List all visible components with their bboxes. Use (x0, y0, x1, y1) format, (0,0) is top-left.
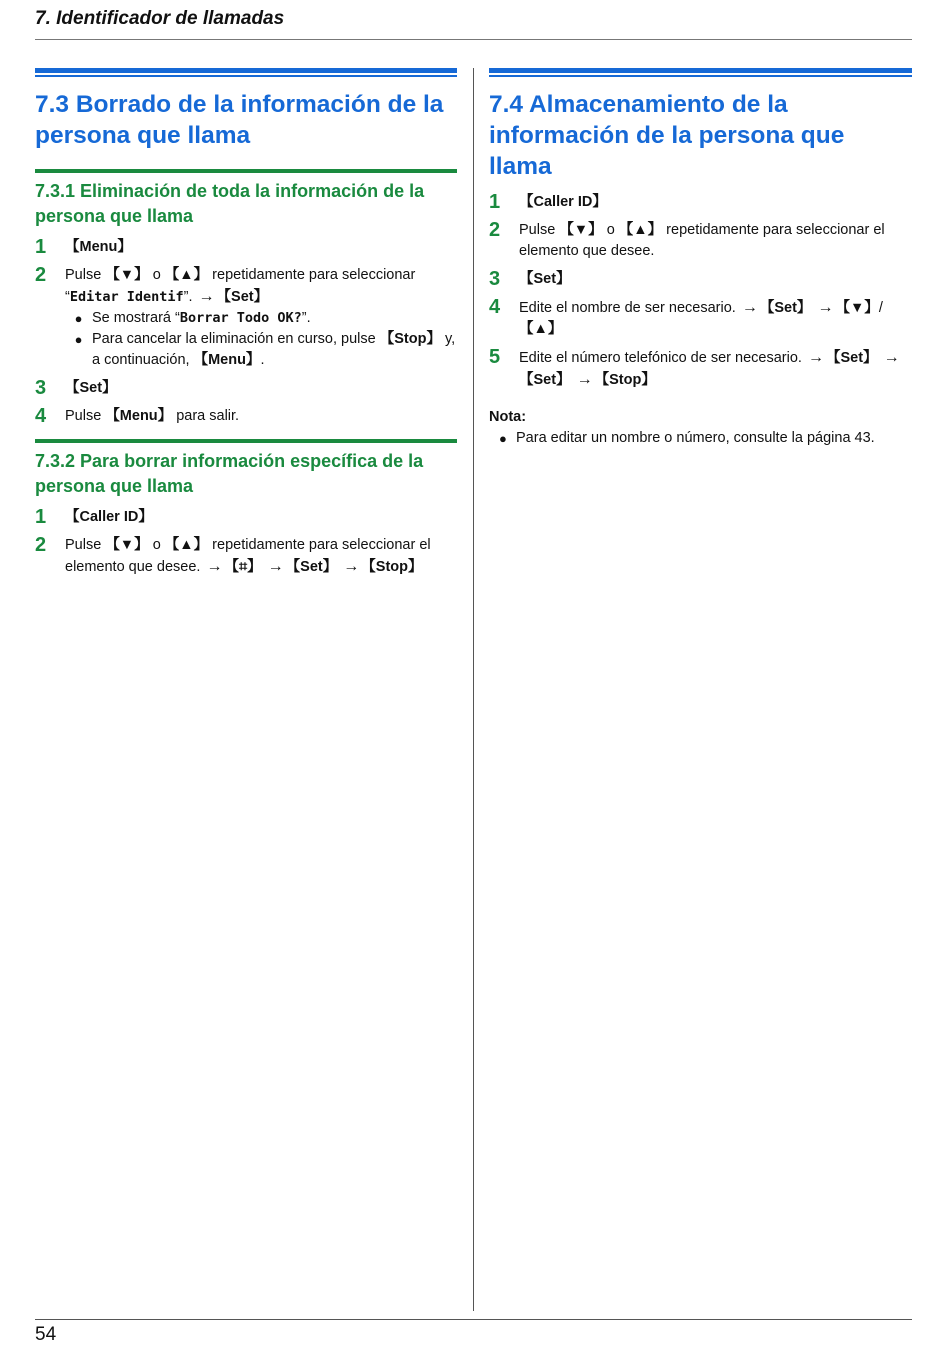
bullet-item (65, 329, 457, 371)
step-text: o (148, 267, 165, 283)
set-key-label: 【Set】 (65, 380, 117, 396)
step-item (35, 507, 457, 528)
step-item (35, 237, 457, 258)
steps-7-3-1 (35, 237, 457, 427)
set-key-label: 【Set】 (285, 559, 338, 575)
step-text: Pulse (65, 537, 106, 553)
section-title-7-3: 7.3 Borrado de la información de la persona que llama (35, 91, 444, 149)
right-column (489, 68, 912, 449)
step-text: repetidamente para seleccionar “ (65, 267, 416, 305)
note-list (489, 428, 912, 449)
arrow-icon: → (741, 299, 758, 316)
arrow-icon: → (817, 299, 834, 316)
up-key-label: 【▲】 (519, 321, 563, 337)
step-text: Pulse (65, 267, 106, 283)
note-label: Nota: (489, 409, 527, 425)
header-rule (35, 39, 912, 40)
stop-key-label: 【Stop】 (379, 331, 441, 347)
step-text: o (148, 537, 165, 553)
down-key-label: 【▼】 (105, 267, 149, 283)
arrow-icon: → (198, 288, 215, 305)
section-bar (35, 68, 457, 77)
up-key-label: 【▲】 (164, 267, 209, 283)
step-text: para salir. (172, 408, 240, 424)
column-divider (473, 68, 474, 1311)
set-key-label: 【Set】 (759, 300, 812, 316)
step-text: Pulse (519, 222, 560, 238)
note-text: Para editar un nombre o número, consulte la página 43. (516, 430, 875, 446)
step-text: repetidamente para seleccionar el elemento que desee. (519, 222, 885, 259)
bullet-icon: ● (74, 332, 83, 347)
step-text: Pulse (65, 408, 106, 424)
slash-separator: / (878, 300, 883, 316)
caller-id-key-label: 【Caller ID】 (519, 194, 607, 210)
step-number: 2 (35, 534, 47, 556)
bullet-icon: ● (74, 311, 83, 326)
up-key-label: 【▲】 (618, 222, 663, 238)
running-header-title: 7. Identificador de llamadas (35, 8, 285, 29)
subsection-bar (35, 439, 457, 443)
step-number: 4 (35, 405, 47, 427)
step-number: 1 (35, 236, 47, 258)
menu-key-label: 【Menu】 (65, 239, 132, 255)
step-item (35, 265, 457, 371)
down-key-label: 【▼】 (835, 300, 879, 316)
menu-key-label: 【Menu】 (193, 352, 261, 368)
set-key-label: 【Set】 (519, 372, 571, 388)
stop-key-label: 【Stop】 (361, 559, 423, 575)
display-text: Editar Identif (69, 289, 184, 305)
step-number: 2 (35, 264, 47, 286)
step-number: 1 (35, 506, 47, 528)
menu-key-label: 【Menu】 (105, 408, 173, 424)
step-text: ”. (183, 289, 197, 305)
set-key-label: 【Set】 (216, 289, 269, 305)
subsection-bar (35, 169, 457, 173)
arrow-icon: → (576, 371, 593, 388)
hash-key-label: 【⌗】 (224, 559, 262, 575)
step-item (35, 535, 457, 578)
step-text: o (602, 222, 619, 238)
bullet-text: Para cancelar la eliminación en curso, pulse (92, 331, 380, 347)
step-item (35, 406, 457, 427)
bullet-text: Se mostrará “ (92, 310, 180, 326)
step-number: 4 (489, 296, 501, 318)
section-bar (489, 68, 912, 77)
up-key-label: 【▲】 (164, 537, 209, 553)
step-text: Edite el nombre de ser necesario. (519, 300, 740, 316)
step-item (489, 192, 912, 213)
arrow-icon: → (206, 558, 223, 575)
step-number: 2 (489, 219, 501, 241)
subsection-title-7-3-1: 7.3.1 Eliminación de toda la información de la persona que llama (35, 181, 425, 226)
step-bullets (65, 308, 457, 371)
arrow-icon: → (343, 558, 360, 575)
step-number: 3 (489, 268, 501, 290)
bullet-text: ”. (301, 310, 311, 326)
page-number: 54 (35, 1324, 57, 1345)
display-text: Borrar Todo OK? (179, 310, 302, 326)
step-text: repetidamente para seleccionar el elemento que desee. (65, 537, 431, 575)
step-item (489, 297, 912, 340)
bullet-text: . (260, 352, 265, 368)
step-text: Edite el número telefónico de ser necesario. (519, 350, 806, 366)
caller-id-key-label: 【Caller ID】 (65, 509, 153, 525)
left-column (35, 68, 457, 585)
set-key-label: 【Set】 (519, 271, 571, 287)
down-key-label: 【▼】 (105, 537, 149, 553)
steps-7-4 (489, 192, 912, 391)
note-item (489, 428, 912, 449)
step-number: 1 (489, 191, 501, 213)
bullet-item (65, 308, 457, 329)
step-item (489, 220, 912, 262)
step-item (35, 378, 457, 399)
step-number: 3 (35, 377, 47, 399)
section-title-7-4: 7.4 Almacenamiento de la información de la persona que llama (489, 91, 845, 180)
subsection-title-7-3-2: 7.3.2 Para borrar información específica de la persona que llama (35, 451, 424, 496)
footer-rule (35, 1319, 912, 1320)
steps-7-3-2 (35, 507, 457, 578)
down-key-label: 【▼】 (559, 222, 603, 238)
arrow-icon: → (267, 558, 284, 575)
arrow-icon: → (883, 349, 900, 366)
step-item (489, 269, 912, 290)
stop-key-label: 【Stop】 (594, 372, 656, 388)
step-item (489, 347, 912, 391)
bullet-text: y, a continuación, (92, 331, 456, 368)
step-number: 5 (489, 346, 501, 368)
arrow-icon: → (807, 349, 824, 366)
set-key-label: 【Set】 (825, 350, 878, 366)
bullet-icon: ● (499, 431, 507, 446)
